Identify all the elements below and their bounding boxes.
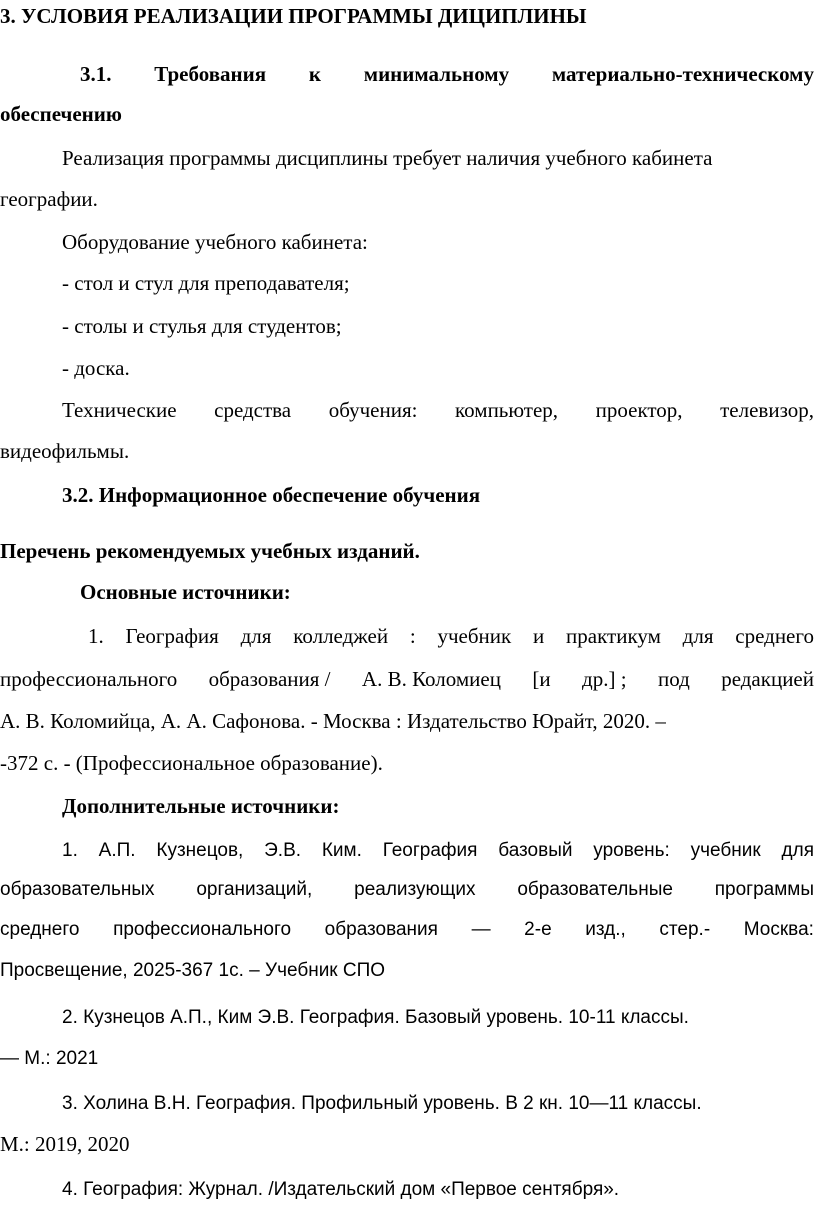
word: стер.- — [659, 919, 711, 940]
paragraph-line: географии. — [0, 187, 98, 211]
paragraph-line: видеофильмы. — [0, 439, 130, 463]
word: образовательные — [517, 879, 673, 900]
word: обучения: — [328, 398, 418, 422]
additional-source-1-line: Просвещение, 2025-367 1с. – Учебник СПО — [0, 960, 386, 981]
word: программы — [714, 879, 814, 900]
list-item: - доска. — [62, 356, 130, 380]
word: для — [240, 624, 272, 648]
word: А. В. Коломиец — [361, 667, 501, 691]
additional-source-2-line: — М.: 2021 — [0, 1048, 99, 1069]
additional-source-3-line: 3. Холина В.Н. География. Профильный уровень. В 2 кн. 10—11 классы. — [62, 1093, 702, 1114]
word: 1. — [62, 840, 78, 861]
word: 1. — [88, 624, 104, 648]
word: Требования — [154, 62, 267, 86]
word: среднего — [0, 919, 80, 940]
word: для — [682, 624, 714, 648]
word: [и — [532, 667, 551, 691]
word: и — [533, 624, 545, 648]
word: базовый — [498, 840, 573, 861]
word: для — [781, 840, 814, 861]
technical-means-line — [62, 400, 814, 421]
main-source-1-line — [88, 626, 814, 647]
main-source-1-line: А. В. Коломийца, А. А. Сафонова. - Москва : Издательство Юрайт, 2020. – — [0, 709, 666, 733]
word: образовательных — [0, 879, 155, 900]
word: редакцией — [721, 667, 814, 691]
word: Кузнецов, — [156, 840, 244, 861]
word: 3.1. — [80, 62, 112, 86]
word: учебник — [690, 840, 761, 861]
word: минимальному — [363, 62, 510, 86]
list-item: - столы и стулья для студентов; — [62, 314, 342, 338]
word: проектор, — [595, 398, 683, 422]
word: профессионального — [113, 919, 292, 940]
word: Э.В. — [264, 840, 302, 861]
section-3-1-title — [80, 64, 814, 85]
word: к — [308, 62, 321, 86]
word: колледжей — [293, 624, 389, 648]
word: изд., — [585, 919, 626, 940]
word: организаций, — [196, 879, 313, 900]
word: средства — [214, 398, 292, 422]
word: учебник — [437, 624, 512, 648]
list-title: Перечень рекомендуемых учебных изданий. — [0, 539, 420, 563]
additional-source-4-line: 4. География: Журнал. /Издательский дом «Первое сентября». — [62, 1179, 620, 1200]
word: Москва: — [743, 919, 814, 940]
word: 2-е — [524, 919, 552, 940]
word: реализующих — [354, 879, 476, 900]
word: уровень: — [593, 840, 670, 861]
word: материально-техническому — [551, 62, 814, 86]
word: — — [471, 919, 491, 940]
word: под — [657, 667, 690, 691]
word: др.] ; — [582, 667, 627, 691]
main-sources-title: Основные источники: — [80, 580, 291, 604]
paragraph-line: Реализация программы дисциплины требует наличия учебного кабинета — [62, 146, 713, 170]
main-source-1-line — [0, 669, 814, 690]
section-heading: 3. УСЛОВИЯ РЕАЛИЗАЦИИ ПРОГРАММЫ ДИЦИПЛИНЫ — [0, 4, 587, 28]
additional-source-3-line: М.: 2019, 2020 — [0, 1132, 130, 1156]
word: образования — [324, 919, 438, 940]
word: : — [409, 624, 416, 648]
word: Ким. — [321, 840, 362, 861]
section-3-2-title: 3.2. Информационное обеспечение обучения — [62, 483, 481, 507]
word: образования / — [208, 667, 331, 691]
section-3-1-title-cont: обеспечению — [0, 102, 122, 126]
main-source-1-line: -372 с. - (Профессиональное образование). — [0, 751, 383, 775]
word: среднего — [735, 624, 814, 648]
word: телевизор, — [720, 398, 814, 422]
word: География — [382, 840, 478, 861]
list-item: - стол и стул для преподавателя; — [62, 271, 350, 295]
additional-source-1-line — [62, 841, 814, 860]
word: Технические — [62, 398, 177, 422]
additional-source-2-line: 2. Кузнецов А.П., Ким Э.В. География. Базовый уровень. 10-11 классы. — [62, 1007, 689, 1028]
additional-source-1-line — [0, 920, 814, 939]
equipment-title: Оборудование учебного кабинета: — [62, 230, 368, 254]
word: компьютер, — [455, 398, 559, 422]
word: География — [125, 624, 219, 648]
additional-source-1-line — [0, 880, 814, 899]
word: профессионального — [0, 667, 178, 691]
word: А.П. — [98, 840, 136, 861]
additional-sources-title: Дополнительные источники: — [62, 794, 340, 818]
word: практикум — [566, 624, 661, 648]
